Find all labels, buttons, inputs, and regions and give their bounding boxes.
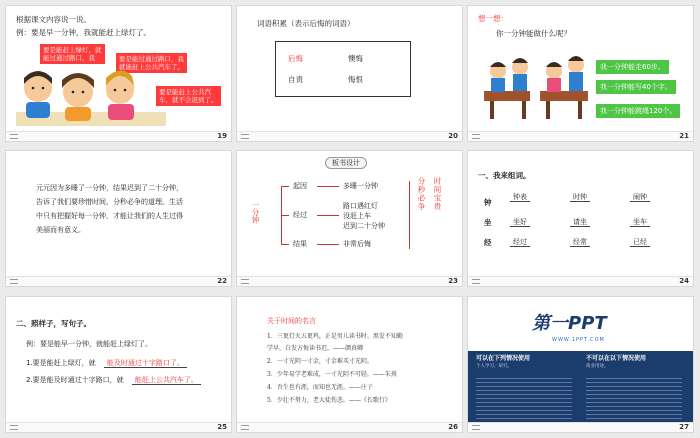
answer-word: 坐车 — [630, 218, 650, 227]
slide-grip-icon — [241, 134, 249, 139]
slide-thumbnail-25[interactable] — [5, 296, 232, 433]
answer-word: 时钟 — [570, 193, 590, 202]
children-illustration — [16, 64, 166, 130]
slide-number: 24 — [679, 277, 689, 285]
speech-bubble: 要是能赶上公共汽 车，就不会迟到了。 — [156, 86, 221, 106]
slide-grip-icon — [10, 279, 18, 284]
board-item: 多睡一分钟 — [343, 182, 378, 190]
slide-thumbnail-22[interactable] — [5, 150, 232, 287]
brand-logo: 第一PPT — [532, 313, 607, 334]
info-panel — [468, 351, 693, 424]
char: 钟 — [484, 198, 492, 207]
slide-example: 例：要是早一分钟，我就能赶上绿灯了。 — [16, 28, 151, 37]
quote-line: 1．三更灯火五更鸡，正是男儿读书时。黑发不知勤 — [267, 333, 403, 340]
slide-thumbnail-27[interactable] — [467, 296, 694, 433]
text-line: 元元因为多睡了一分钟，结果迟到了二十分钟， — [36, 184, 183, 192]
board-item: 没赶上车 — [343, 212, 371, 220]
char: 坐 — [484, 218, 492, 227]
panel-right-sub: 商业用途。 — [586, 364, 609, 369]
link-list — [476, 375, 572, 419]
sentence-prefix: 1.要是能赶上绿灯，就 — [26, 359, 96, 367]
answer-word: 已经 — [630, 238, 650, 247]
link-list — [586, 375, 682, 419]
board-title: 板书设计 — [325, 157, 367, 169]
classroom-illustration — [478, 51, 596, 123]
board-right-label: 时间宝贵 — [433, 177, 442, 211]
answer-word: 经过 — [510, 238, 530, 247]
slide-grip-icon — [241, 279, 249, 284]
slide-grip-icon — [472, 134, 480, 139]
slide-grip-icon — [241, 425, 249, 430]
word-box — [275, 41, 411, 97]
word: 悔恨 — [348, 75, 363, 84]
slide-title: 关于时间的名言 — [267, 317, 316, 325]
slide-thumbnail-23[interactable] — [236, 150, 463, 287]
text-line: 告诉了我们要珍惜时间，分秒必争的道理。生活 — [36, 198, 183, 206]
slide-thumbnail-20[interactable] — [236, 5, 463, 142]
text-line: 美丽而有意义。 — [36, 226, 85, 234]
board-item: 路口遇红灯 — [343, 202, 378, 210]
sentence-answer: 能及时通过十字路口了。 — [104, 359, 187, 368]
slide-thumbnail-21[interactable] — [467, 5, 694, 142]
panel-left-sub: 个人学习、研究。 — [476, 364, 512, 369]
speech-bubble: 要是能赶上绿灯，就 能过通过路口，我 — [40, 44, 105, 64]
answer-box: 我一分钟能跳绳120个。 — [596, 104, 680, 118]
answer-box: 我一分钟能写40个字。 — [596, 80, 676, 94]
answer-word: 坐好 — [510, 218, 530, 227]
slide-title: 想一想： — [478, 14, 508, 23]
board-left-label: 一分钟 — [251, 201, 260, 224]
quote-line: 3．少年易学老难成，一寸光阴不可轻。——朱熹 — [267, 371, 397, 378]
quote-line: 2．一寸光阴一寸金，寸金难买寸光阴。 — [267, 358, 373, 365]
quote-line: 5．少壮不努力，老大徒伤悲。——《长歌行》 — [267, 397, 391, 404]
speech-bubble: 要是能过通过路口，我 就能赶上公共汽车了。 — [116, 53, 187, 73]
text-line: 中只有把握好每一分钟，才能让我们的人生过得 — [36, 212, 183, 220]
answer-word: 闹钟 — [630, 193, 650, 202]
slide-number: 19 — [217, 132, 227, 140]
quote-line: 4．吾生也有涯，而知也无涯。——庄子 — [267, 384, 373, 391]
slide-heading: 根据课文内容说一说。 — [16, 15, 91, 24]
board-right-label: 分秒必争 — [417, 177, 426, 211]
slide-title: 二、照样子，写句子。 — [16, 319, 91, 328]
slide-question: 你一分钟能做什么呢？ — [496, 29, 571, 38]
slide-grip-icon — [472, 279, 480, 284]
answer-box: 我一分钟能走60步。 — [596, 60, 669, 74]
slide-number: 21 — [679, 132, 689, 140]
word: 自责 — [288, 75, 303, 84]
slide-number: 20 — [448, 132, 458, 140]
board-label: 起因 — [293, 182, 307, 190]
slide-number: 25 — [217, 423, 227, 431]
slide-thumbnail-24[interactable] — [467, 150, 694, 287]
slide-grip-icon — [10, 425, 18, 430]
sentence-answer: 能赶上公共汽车了。 — [132, 376, 201, 385]
answer-word: 钟表 — [510, 193, 530, 202]
panel-right-heading: 不可以在以下情况使用 — [586, 355, 647, 362]
board-item: 非常后悔 — [343, 240, 371, 248]
board-item: 迟到二十分钟 — [343, 222, 385, 230]
word: 后悔 — [288, 54, 303, 63]
slide-number: 22 — [217, 277, 227, 285]
answer-word: 请坐 — [570, 218, 590, 227]
board-label: 结果 — [293, 240, 307, 248]
slide-number: 23 — [448, 277, 458, 285]
slide-number: 27 — [679, 423, 689, 431]
char: 经 — [484, 238, 492, 247]
answer-word: 经常 — [570, 238, 590, 247]
slide-title: 词语积累（表示后悔的词语） — [257, 19, 355, 28]
slide-title: 一、我来组词。 — [478, 171, 531, 180]
slide-example: 例：要是能早一分钟，就能赶上绿灯了。 — [26, 340, 152, 348]
slide-grip-icon — [10, 134, 18, 139]
slide-thumbnail-19[interactable] — [5, 5, 232, 142]
brand-url: WWW.1PPT.COM — [552, 337, 605, 343]
word: 懊悔 — [348, 54, 363, 63]
board-label: 经过 — [293, 211, 307, 219]
quote-line: 学早，白发方悔读书迟。——颜真卿 — [267, 345, 364, 352]
sentence-prefix: 2.要是能及时通过十字路口，就 — [26, 376, 124, 384]
slide-number: 26 — [448, 423, 458, 431]
slide-grip-icon — [472, 425, 480, 430]
slide-thumbnail-26[interactable] — [236, 296, 463, 433]
panel-left-heading: 可以在下列情况使用 — [476, 355, 531, 362]
